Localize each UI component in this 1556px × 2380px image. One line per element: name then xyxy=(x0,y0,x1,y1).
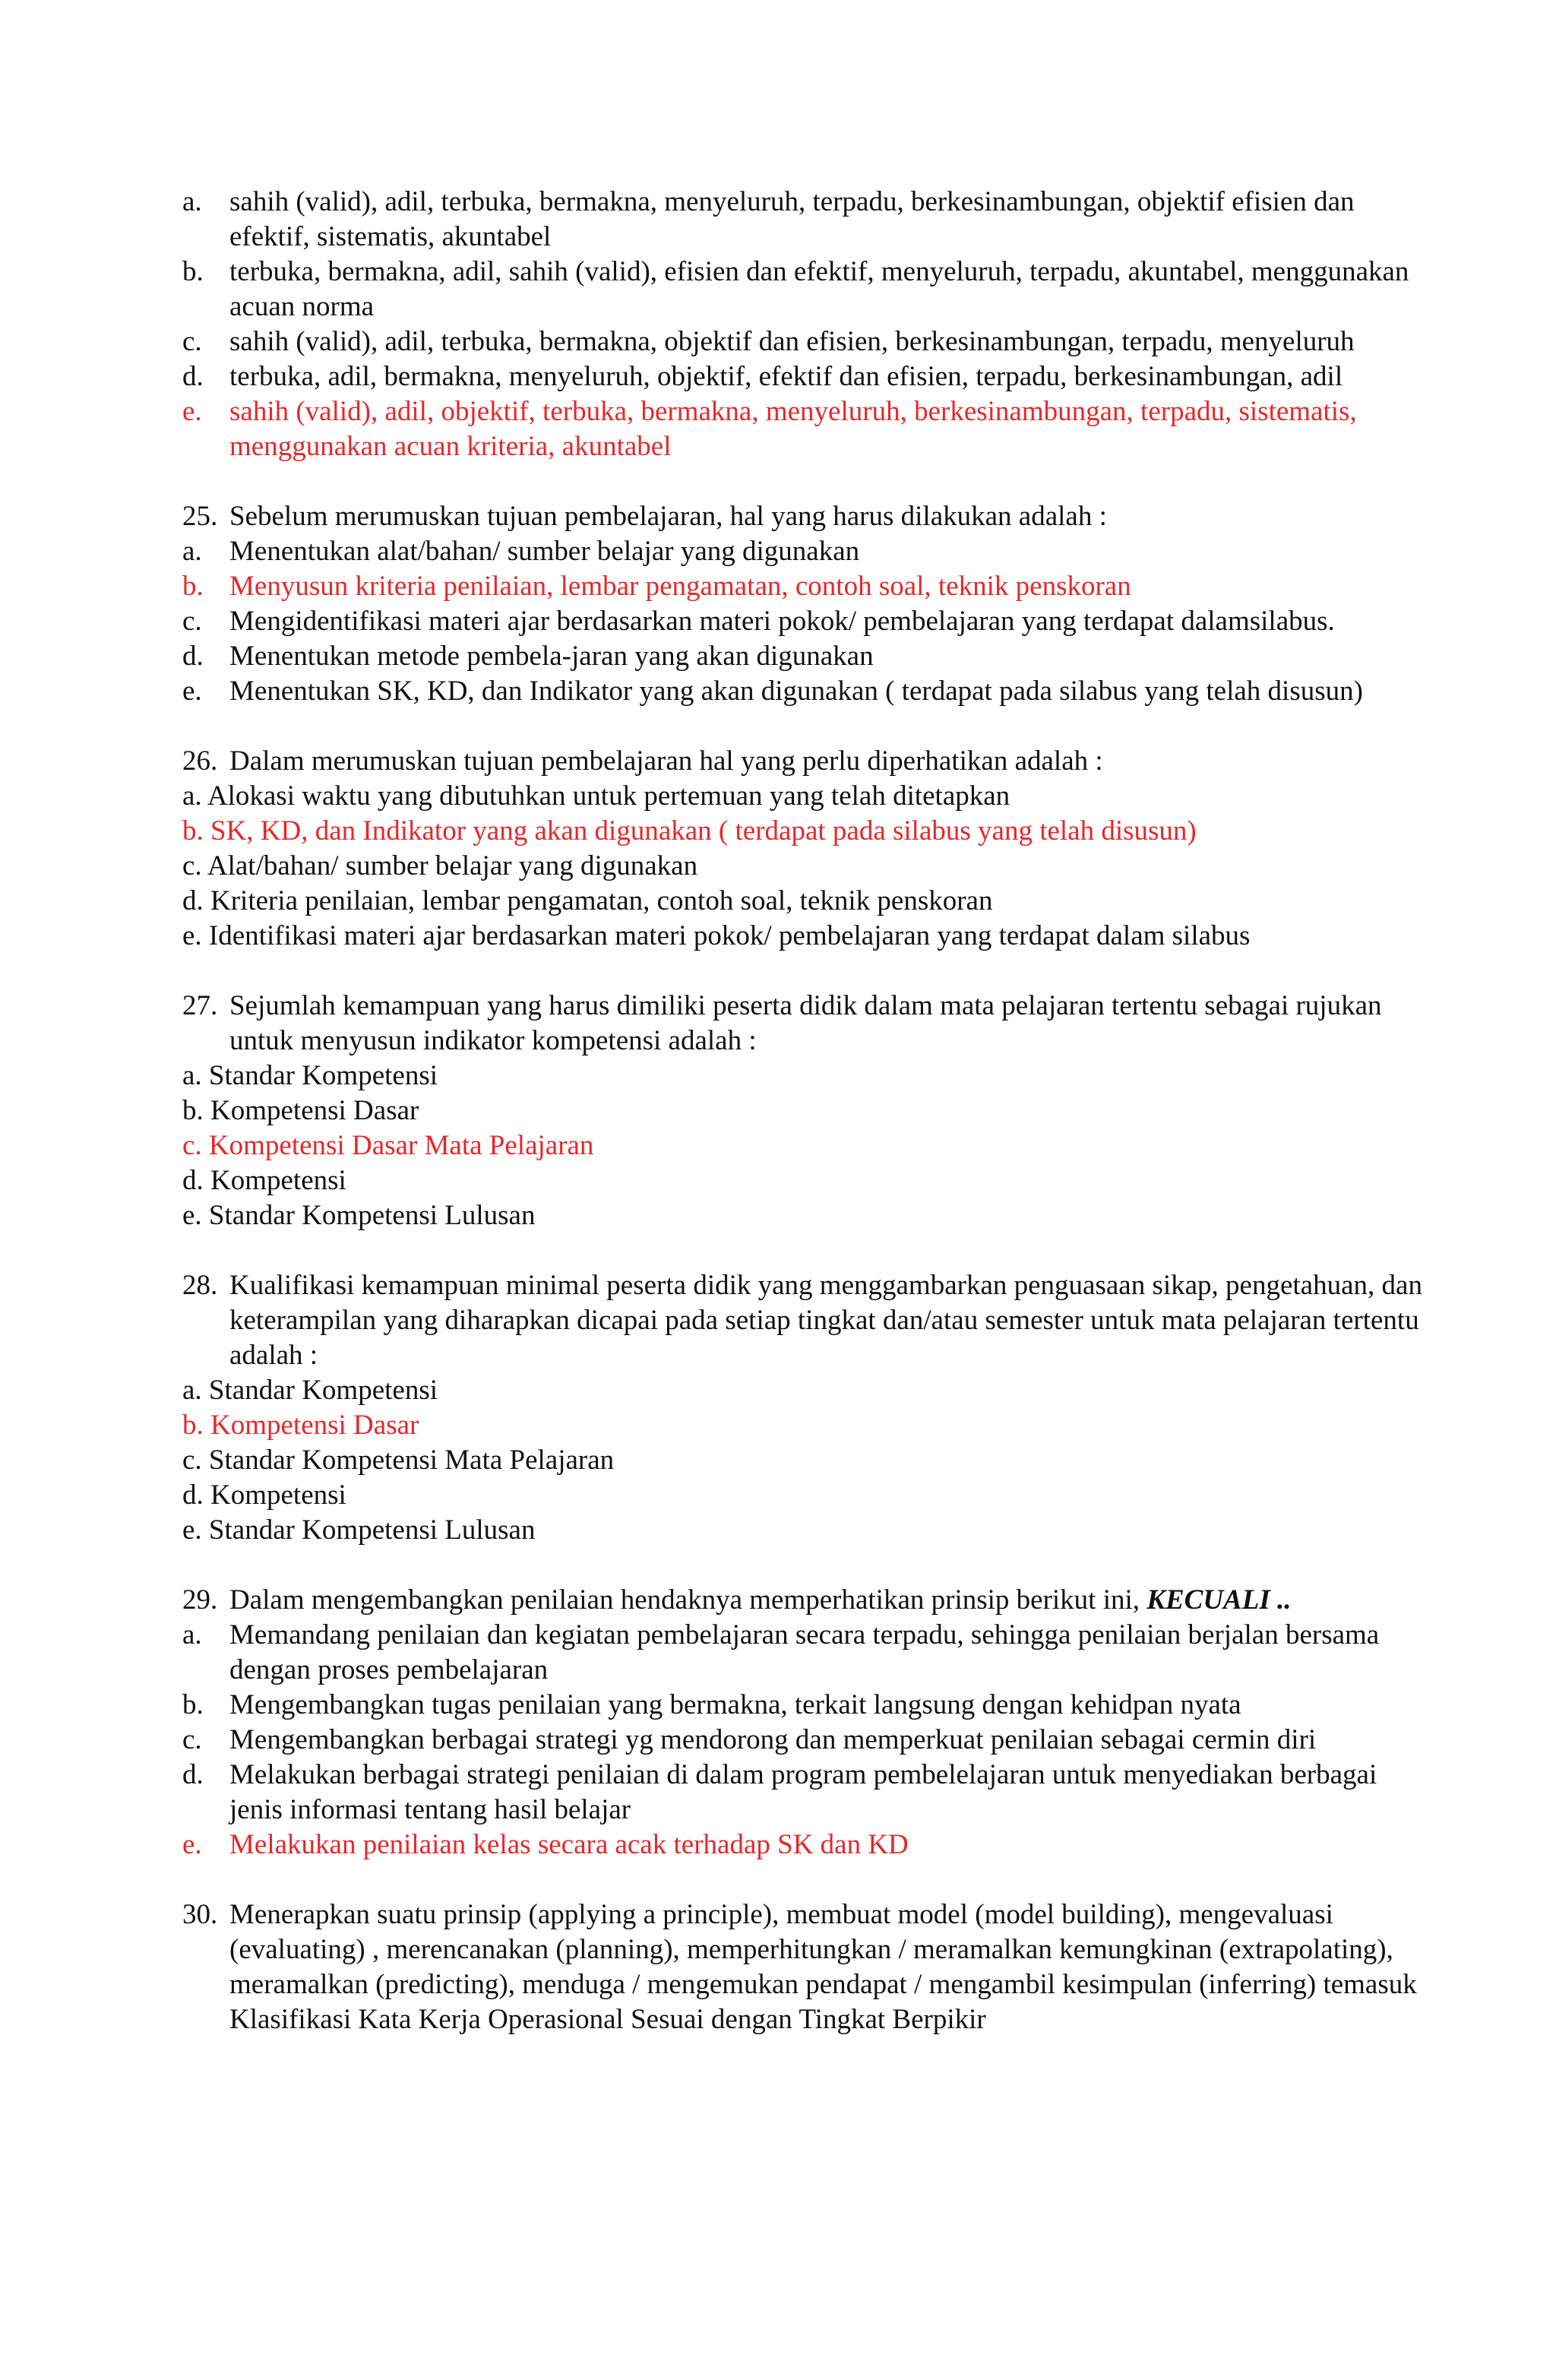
q25-option-c: c. Mengidentifikasi materi ajar berdasarkan materi pokok/ pembelajaran yang terdapat dalamsilabus. xyxy=(182,606,1335,637)
q24-option-b: b. terbuka, bermakna, adil, sahih (valid), efisien dan efektif, menyeluruh, terpadu, akuntabel, menggunakan acuan norma xyxy=(182,256,1409,322)
q29-option-e-answer: e. Melakukan penilaian kelas secara acak terhadap SK dan KD xyxy=(182,1829,909,1860)
q24-options xyxy=(182,185,1428,464)
q26-option-c: c. Alat/bahan/ sumber belajar yang digunakan xyxy=(182,850,698,881)
q24-option-e-answer: e. sahih (valid), adil, objektif, terbuka, bermakna, menyeluruh, berkesinambungan, terpadu, sistematis, menggunakan acuan kriteria, akuntabel xyxy=(182,396,1357,462)
q25-option-e: e. Menentukan SK, KD, dan Indikator yang akan digunakan ( terdapat pada silabus yang telah disusun) xyxy=(182,676,1363,707)
q29-question: 29. Dalam mengembangkan penilaian hendaknya memperhatikan prinsip berikut ini, KECUALI .. xyxy=(182,1584,1292,1616)
q28-question: 28. Kualifikasi kemampuan minimal peserta didik yang menggambarkan penguasaan sikap, pengetahuan, dan keterampilan yang diharapkan dicapai pada setiap tingkat dan/atau semester untuk mata pelajaran tertentu adalah : xyxy=(182,1270,1422,1371)
q28-option-c: c. Standar Kompetensi Mata Pelajaran xyxy=(182,1445,615,1476)
q29-option-c: c. Mengembangkan berbagai strategi yg mendorong dan memperkuat penilaian sebagai cermin diri xyxy=(182,1724,1317,1755)
q25-question: 25. Sebelum merumuskan tujuan pembelajaran, hal yang harus dilakukan adalah : xyxy=(182,501,1107,532)
document-content xyxy=(182,185,1428,2037)
q29-option-a: a. Memandang penilaian dan kegiatan pembelajaran secara terpadu, sehingga penilaian berjalan bersama dengan proses pembelajaran xyxy=(182,1619,1380,1685)
q27-option-c-answer: c. Kompetensi Dasar Mata Pelajaran xyxy=(182,1130,594,1161)
q28-option-a: a. Standar Kompetensi xyxy=(182,1375,438,1406)
q28-option-e: e. Standar Kompetensi Lulusan xyxy=(182,1514,536,1546)
q25-option-b-answer: b. Menyusun kriteria penilaian, lembar pengamatan, contoh soal, teknik penskoran xyxy=(182,571,1131,602)
q29-kecuali-emphasis: KECUALI .. xyxy=(1146,1584,1292,1616)
q26-option-b-answer: b. SK, KD, dan Indikator yang akan digunakan ( terdapat pada silabus yang telah disusun) xyxy=(182,815,1197,847)
q24-option-d: d. terbuka, adil, bermakna, menyeluruh, objektif, efektif dan efisien, terpadu, berkesinambungan, adil xyxy=(182,361,1343,392)
q25-option-a: a. Menentukan alat/bahan/ sumber belajar yang digunakan xyxy=(182,536,860,567)
q28-option-b-answer: b. Kompetensi Dasar xyxy=(182,1410,419,1441)
q27-option-a: a. Standar Kompetensi xyxy=(182,1060,438,1091)
q26-option-e: e. Identifikasi materi ajar berdasarkan materi pokok/ pembelajaran yang terdapat dalam silabus xyxy=(182,920,1251,951)
q27-option-e: e. Standar Kompetensi Lulusan xyxy=(182,1200,536,1231)
q28-option-d: d. Kompetensi xyxy=(182,1480,346,1511)
q29-option-b: b. Mengembangkan tugas penilaian yang bermakna, terkait langsung dengan kehidpan nyata xyxy=(182,1689,1241,1720)
q30-question: 30. Menerapkan suatu prinsip (applying a principle), membuat model (model building), mengevaluasi (evaluating) , merencanakan (planning), memperhitungkan / meramalkan kemungkinan (extrapolating), meramalkan (predicting), menduga / mengemukan pendapat / mengambil kesimpulan (inferring) temasuk Klasifikasi Kata Kerja Operasional Sesuai dengan Tingkat Berpikir xyxy=(182,1899,1417,2035)
q29-option-d: d. Melakukan berbagai strategi penilaian di dalam program pembelelajaran untuk menyediakan berbagai jenis informasi tentang hasil belajar xyxy=(182,1759,1377,1825)
q24-option-c: c. sahih (valid), adil, terbuka, bermakna, objektif dan efisien, berkesinambungan, terpadu, menyeluruh xyxy=(182,326,1355,357)
q27-option-d: d. Kompetensi xyxy=(182,1165,346,1196)
q27-question: 27. Sejumlah kemampuan yang harus dimiliki peserta didik dalam mata pelajaran tertentu sebagai rujukan untuk menyusun indikator kompetensi adalah : xyxy=(182,990,1382,1056)
q26-option-d: d. Kriteria penilaian, lembar pengamatan, contoh soal, teknik penskoran xyxy=(182,885,993,916)
q27-option-b: b. Kompetensi Dasar xyxy=(182,1095,419,1126)
q26-option-a: a. Alokasi waktu yang dibutuhkan untuk pertemuan yang telah ditetapkan xyxy=(182,780,1010,812)
q26-question: 26. Dalam merumuskan tujuan pembelajaran hal yang perlu diperhatikan adalah : xyxy=(182,745,1103,777)
q24-option-a: a. sahih (valid), adil, terbuka, bermakna, menyeluruh, terpadu, berkesinambungan, objektif efisien dan efektif, sistematis, akuntabel xyxy=(182,186,1355,252)
q29-question-text: Dalam mengembangkan penilaian hendaknya memperhatikan prinsip berikut ini, xyxy=(229,1584,1147,1616)
q25-option-d: d. Menentukan metode pembela-jaran yang akan digunakan xyxy=(182,641,874,672)
